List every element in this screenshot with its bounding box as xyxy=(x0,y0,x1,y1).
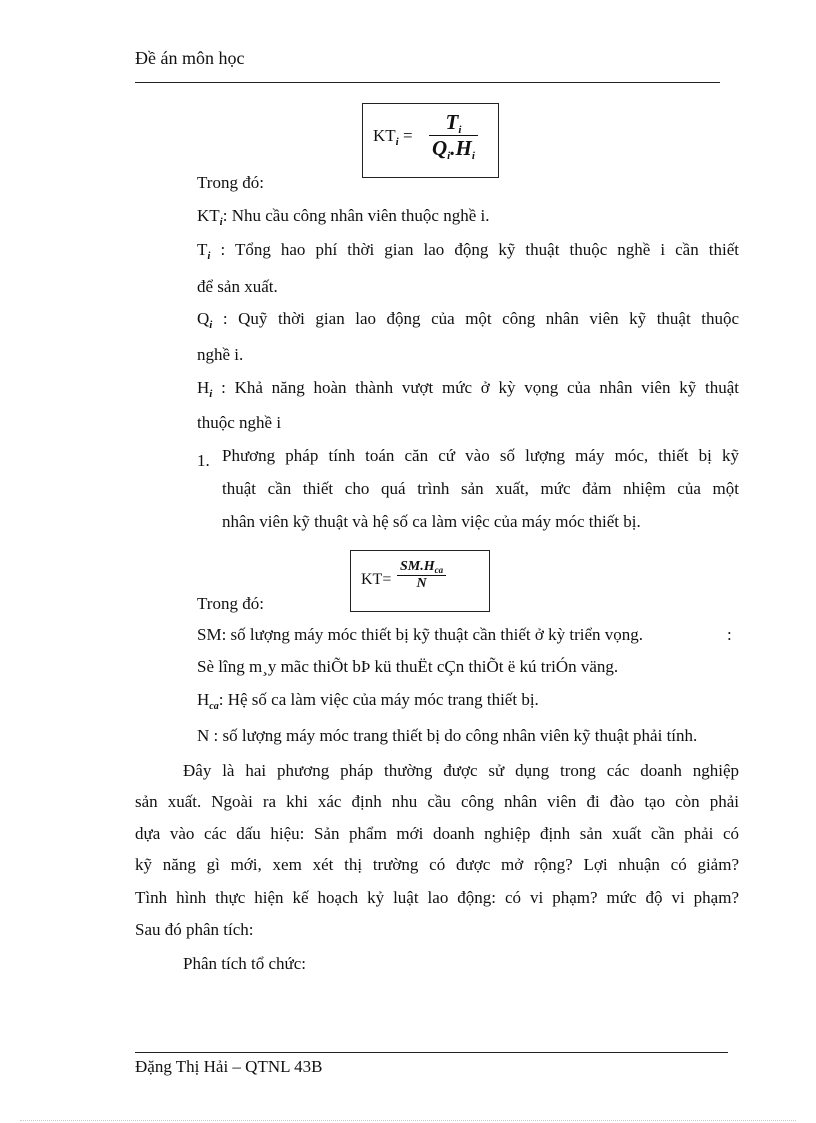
paragraph-line-1: Đây là hai phương pháp thường được sử dụng trong các doanh nghiệp xyxy=(183,761,739,780)
page-edge xyxy=(20,1120,796,1121)
formula1-fraction xyxy=(429,110,478,161)
paragraph-line-2: sản xuất. Ngoài ra khi xác định nhu cầu công nhân viên đi đào tạo còn phải xyxy=(135,792,739,811)
org-analysis-heading: Phân tích tổ chức: xyxy=(183,954,306,973)
formula2-lhs: KT= xyxy=(361,571,392,588)
method-line-1: Phương pháp tính toán căn cứ vào số lượng máy móc, thiết bị kỹ xyxy=(222,446,739,465)
header-rule xyxy=(135,82,720,83)
where-label-2: Trong đó: xyxy=(197,594,264,613)
formula2-denominator: N xyxy=(416,576,427,591)
footer-rule xyxy=(135,1052,728,1053)
paragraph-line-4: kỹ năng gì mới, xem xét thị trường có được mở rộng? Lợi nhuận có giảm? xyxy=(135,855,739,874)
def-h: $H_i$ : Khả năng hoàn thành vượt mức ở kỳ vọng của nhân viên kỹ thuật xyxy=(197,378,739,400)
formula1-lhs-sub: i xyxy=(395,136,399,148)
def-t-cont: để sản xuất. xyxy=(197,277,278,296)
garbled-line: Sè lîng m¸y mãc thiÕt bÞ kü thuËt cÇn thiÕt ë kú triÓn väng. xyxy=(197,657,619,676)
def-n: N : số lượng máy móc trang thiết bị do công nhân viên kỹ thuật phải tính. xyxy=(197,726,698,745)
method-line-2: thuật cần thiết cho quá trình sản xuất, mức đảm nhiệm của một xyxy=(222,479,739,498)
def-h-cont: thuộc nghề i xyxy=(197,413,282,432)
paragraph-line-5: Tình hình thực hiện kế hoạch kỷ luật lao động: có vi phạm? mức độ vi phạm? xyxy=(135,888,739,907)
paragraph-line-6: Sau đó phân tích: xyxy=(135,920,254,939)
formula1-lhs: KT xyxy=(373,126,396,145)
def-sm: SM: số lượng máy móc thiết bị kỹ thuật cần thiết ở kỳ triển vọng. xyxy=(197,625,644,644)
method-line-3: nhân viên kỹ thuật và hệ số ca làm việc của máy móc thiết bị. xyxy=(222,512,641,531)
paragraph-line-3: dựa vào các dấu hiệu: Sản phẩm mới doanh nghiệp định sản xuất cần phải có xyxy=(135,824,739,843)
def-q-cont: nghề i. xyxy=(197,345,244,364)
def-kt: $KT_i$: Nhu cầu công nhân viên thuộc nghề i. xyxy=(197,206,490,228)
header-title: Đề án môn học xyxy=(135,48,245,68)
def-sm-colon: : xyxy=(727,625,732,644)
def-hca: $H_{ca}$: Hệ số ca làm việc của máy móc trang thiết bị. xyxy=(197,690,539,712)
footer-author: Đặng Thị Hải – QTNL 43B xyxy=(135,1057,323,1076)
formula2-numerator: $SM.H_{ca}$ xyxy=(397,559,446,576)
formula-box-2 xyxy=(350,550,490,612)
method-number: 1. xyxy=(197,451,210,470)
formula1-denominator: Qi.Hi xyxy=(432,136,475,162)
where-label-1: Trong đó: xyxy=(197,173,264,192)
def-q: $Q_i$ : Quỹ thời gian lao động của một công nhân viên kỹ thuật thuộc xyxy=(197,309,739,331)
formula2-fraction xyxy=(397,559,446,592)
formula-box-1 xyxy=(362,103,499,178)
def-t: $T_i$ : Tổng hao phí thời gian lao động kỹ thuật thuộc nghề i cần thiết xyxy=(197,240,739,262)
formula1-numerator: Ti xyxy=(429,110,478,136)
formula1-eq: = xyxy=(398,126,413,145)
